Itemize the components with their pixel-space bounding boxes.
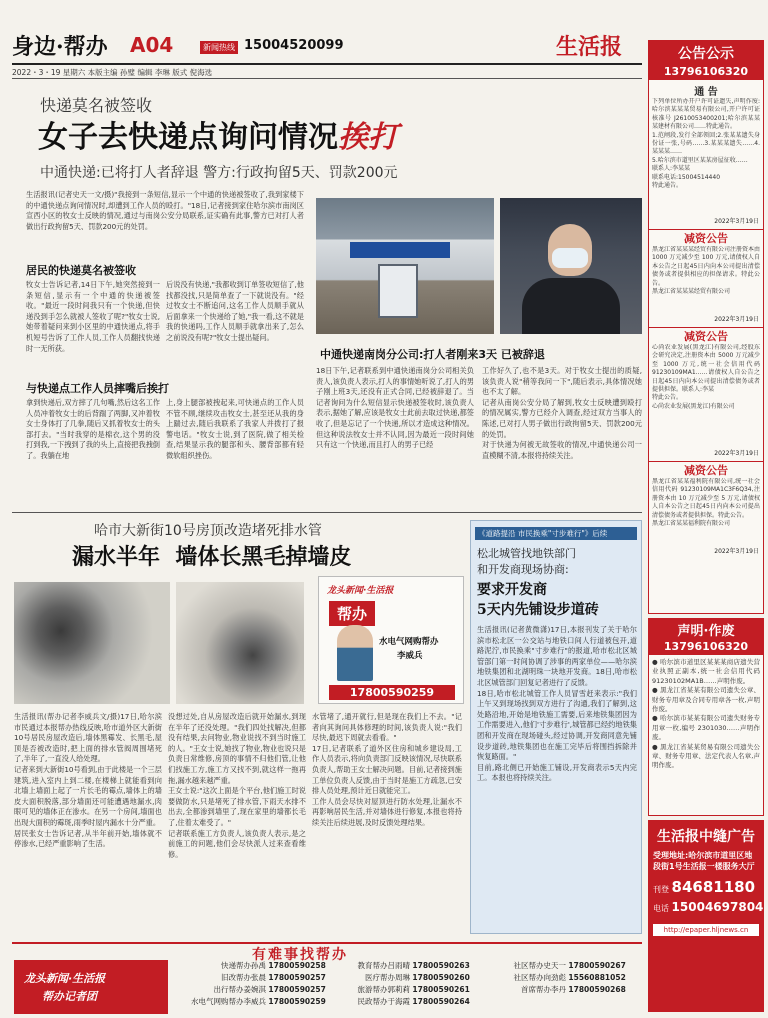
contact-item — [490, 960, 642, 972]
story1-col3: 拿到快递后,双方摔了几句嘴,然后这名工作人员冲着牧女士的后背踹了两脚,又冲着牧女士身体打了几拳,随后又抓着牧女士的头部打去。"当时我穿的是棉衣,这个男的没打到我,一下拽到了我的头上,直接把我拽倒了。我躺在地 — [26, 398, 160, 460]
ad-website[interactable]: http://epaper.hljnews.cn — [653, 924, 759, 936]
story2-col2: 没想过处,自从房屋改造后就开始漏水,到现在半年了还没处理。"我们四处找解决,但都没有结果,去问物业,物业说找不到当时施工的人。"王女士说,她找了物业,物业也说只是负责日常维修,房顶的事情不归他们管,让他们找施工方,施工方又找不到,就这样一拖再拖,漏水越来越严重。 王女士说:"这次上面是个平台,他们施工时说要做防水,只是堵死了排水管,下雨天水排不出去,全都渗到墙里了,现在家里的墙都长毛了,住着太难受了。" 记者联系施工方负责人,该负责人表示,是之前施工的问题,他们会尽快派人过来查看维修。 — [168, 712, 306, 859]
help-card-sub: 水电气网购帮办 — [379, 637, 439, 647]
contact-label: 民政帮办于海霞 — [357, 997, 410, 1006]
notice5-phone: 13796106320 — [649, 640, 763, 655]
contact-item — [334, 960, 486, 972]
notice2-date: 2022年3月19日 — [714, 316, 759, 323]
contact-phone: 17800590267 — [568, 961, 626, 970]
story1-kicker: 快递莫名被签收 — [40, 96, 153, 115]
contact-label: 首席帮办李丹 — [521, 985, 566, 994]
contact-phone: 17800590258 — [268, 961, 326, 970]
footer-logo-line2: 帮办记者团 — [42, 990, 97, 1003]
section-title: 身边·帮办 — [12, 34, 108, 60]
notice5-title: 声明·作废 — [649, 619, 763, 640]
contact-item — [174, 984, 330, 996]
contact-phone: 17800590260 — [412, 973, 470, 982]
contact-label: 社区帮办史天一 — [513, 961, 566, 970]
contact-label: 快递帮办孙禹 — [221, 961, 266, 970]
help-card-name: 李威兵 — [397, 651, 423, 661]
story2-headline: 漏水半年 墙体长黑毛掉墙皮 — [72, 544, 352, 570]
story3-headline2: 5天内先铺设步道砖 — [477, 602, 599, 618]
notice3-title: 减资公告 — [649, 327, 763, 344]
storefront-door — [378, 264, 418, 318]
header-rule-thin — [12, 78, 642, 79]
contact-label: 出行帮办姜婉淇 — [213, 985, 266, 994]
sidebar-notices — [648, 40, 764, 614]
contact-label: 社区帮办向劲彪 — [513, 973, 566, 982]
contact-phone: 17800590264 — [412, 997, 470, 1006]
story1-headline-accent: 挨打 — [338, 120, 398, 155]
story1-lead: 生活报讯(记者史天一文/摄)"我接到一条短信,显示一个中通的快递被签收了,我到家楼下的中通快递点询问情况时,却遭到工作人员的殴打。"18日,记者接到家住哈尔滨市南岗区宣西小区的牧女士反映的情况,通过与南岗公安分局联系,证实确有此事,警方已对打人者做出行政拘留5天、罚款200元的处罚。 — [26, 190, 304, 231]
hotline-badge: 新闻热线 — [200, 41, 238, 54]
story2-col1: 生活报讯(帮办记者李威兵文/摄)17日,哈尔滨市民通过本报帮办热线反映,哈市道外区大新街10号居民房屋改造后,墙体黑霉发、长黑毛,屋顶是否被改造时,把上面的排水管阀周围堵死了,半年了,一直没人给处理。 记者来到大新街10号看到,由于此楼是一个三层建筑,进入室内上到二楼,在楼梯上就能看到向北墙上墙面上起了一片长毛的霉点,墙体上的墙皮大面积脱落,部分墙面还可能遭遇地漏水,肉眼可见的墙体正在渗水。在另一个房间,墙面也出现大面积的霉斑,雨季时屋内漏水十分严重。 居民张女士告诉记者,从半年前开始,墙体就不停渗水,已经严重影响了生活。 — [14, 712, 162, 849]
contact-item — [334, 984, 486, 996]
story3-headline1: 要求开发商 — [477, 582, 547, 598]
express-station-photo — [316, 198, 494, 334]
footer-logo-line1: 龙头新闻·生活报 — [24, 972, 106, 985]
notice4-date: 2022年3月19日 — [714, 548, 759, 555]
contact-col-2 — [334, 960, 486, 1008]
hotline-number: 15004520099 — [244, 38, 344, 53]
contact-label: 医疗帮办周琳 — [365, 973, 410, 982]
story1-headline — [38, 112, 398, 156]
ad-address: 受理地址:哈尔滨市道里区地段街1号生活报一楼服务大厅 — [653, 851, 755, 871]
story3-kicker: 《道路提沿 市民换乘"寸步难行"》后续 — [475, 527, 637, 540]
ad-title: 生活报中缝广告 — [657, 829, 755, 845]
face-mask — [552, 248, 588, 268]
ad-tel1-number: 84681180 — [671, 878, 756, 896]
brand-logo: 生活报 — [556, 34, 623, 60]
footer-banner: 有难事找帮办 — [252, 947, 348, 963]
contact-phone: 17800590261 — [412, 985, 470, 994]
notice3-body: 心尚农业发展(黑龙江)有限公司,经股东会研究决定,注册资本由 5000 万元减少至 1000 万元,统一社会信用代码91230109MA1……请债权人自公告之日起45日内向本公司提出清偿债务或者提供担保。联系人:李某 特此公告。 心尚农业发展(黑龙江)有限公司 — [652, 344, 760, 410]
story1-subhead-2: 与快递点工作人员摔嘴后挨打 — [26, 382, 169, 395]
story3-line1: 松北城管找地铁部门 — [477, 547, 576, 560]
sidebar-ad — [648, 820, 764, 1012]
victim-photo — [500, 198, 642, 334]
contact-item — [174, 960, 330, 972]
contact-item — [174, 996, 330, 1008]
reporter-avatar — [337, 625, 373, 681]
notice3-date: 2022年3月19日 — [714, 450, 759, 457]
story1-subhead-3: 中通快递南岗分公司:打人者刚来3天 已被辞退 — [320, 348, 545, 361]
story1-subhead: 中通快递:已将打人者辞退 警方:行政拘留5天、罚款200元 — [40, 165, 398, 181]
footer-logo — [14, 960, 168, 1014]
notice4-title: 减资公告 — [649, 461, 763, 478]
contact-col-1 — [174, 960, 330, 1008]
story1-col5: 18日下午,记者联系到中通快递南岗分公司相关负责人,该负责人表示,打人的事情她听说了,打人的男子刚上班3天,还没有正式合同,已经被辞退了。当记者询问为什么短信显示快递被签收时,该负责人表示,据她了解,应该是牧女士此前去取过快递,都签收了,但是忘记了一个快递,所以才造成这种情况。但这种说法牧女士并不认同,因为最近一段时间她只有这一个快递,而且打人的男子已经 — [316, 366, 474, 450]
date-line: 2022・3・19 星期六 本版主编 孙璧 编辑 李琳 版式 倪海选 — [12, 68, 213, 77]
help-card-top: 龙头新闻·生活报 — [327, 586, 394, 596]
contact-phone: 15560881052 — [568, 973, 626, 982]
story2-col3: 水管堵了,通开就行,但是现在我们上不去。"记者向其询问具体修理的时间,该负责人说:"我们尽快,最迟下周就去看看。" 17日,记者联系了道外区住房和城乡建设局,工作人员表示,将向负责部门反映该情况,尽快联系负责人,帮助王女士解决问题。目前,记者接到施工单位负责人反馈,由于当时是施工方疏忽,已安排人员处理,预计近日就能完工。 工作人员会尽快对屋顶进行防水处理,让漏水不再影响居民生活,并对墙体进行修复,本报也将持续关注后续进展,及时反馈处理结果。 — [312, 712, 462, 827]
notice4-body: 黑龙江省某某福利院有限公司,统一社会信用代码 91230109MA1C3F6Q34,注册资本由 10 万元减少至 5 万元,请债权人自本公告之日起45日内向本公司提出清偿债务或者提供担保。特此公告。 黑龙江省某某福利院有限公司 — [652, 478, 760, 528]
help-card-title: 帮办 — [329, 601, 375, 626]
story3-body: 生活报讯(记者黄微潇)17日,本报刊发了关于哈尔滨市松北区一公交站与地铁口间人行道被包开,道路泥泞,市民换乘"寸步难行"的报道,哈市松北区城管部门第一时间协调了涉事的两家单位——哈尔滨地铁集团和北湖明珠一块地开发商。18日,哈市松北区城管部门回复记者进行了反馈。 18日,哈市松北城管工作人员冒雪赶来表示:"我们上午又到现场找到双方进行了沟通,我们了解到,这处路沿地,开始是地铁施工需要,后来地铁集团因为工作需要进入,他们'寸步难行',城管都已经约地铁集团和开发商在现场碰头,经过协调,开发商同意先铺设步道砖,地铁集团也在施工完毕后将围挡拆除并恢复路面。" 目前,路北侧已开始施工铺设,开发商表示5天内完工。本报也将持续关注。 — [477, 625, 637, 783]
contact-phone: 17800590259 — [268, 997, 326, 1006]
contact-col-3 — [490, 960, 642, 996]
notice1-date: 2022年3月19日 — [714, 218, 759, 225]
ad-tel1 — [648, 876, 764, 898]
footer-contacts — [174, 960, 642, 1014]
storefront-sign — [350, 242, 450, 258]
story1-col6: 工作好久了,也不是3天。对于牧女士提出的质疑,该负责人说"稍等我问一下",随后表示,具体情况她也不太了解。 记者从南岗公安分局了解到,牧女士反映遭到殴打的情况属实,警方已经介入调查,经过双方当事人的陈述,已对打人男子做出行政拘留5天、罚款200元的处罚。 对于快递为何被无故签收的情况,中通快递公司一直模糊不清,本报将持续关注。 — [482, 366, 642, 460]
story1-col4: 上,身上腿部被拽起来,可快递点的工作人员不管不顾,继续攻击牧女士,甚至还从我的身上踹过去,随后我联系了我家人并拨打了报警电话。"牧女士说,到了医院,做了相关检查,结果显示我的腿部和头、腰背部都有轻微软组织挫伤。 — [166, 398, 304, 460]
story1-subhead-1: 居民的快递莫名被签收 — [26, 264, 136, 277]
contact-label: 旅游帮办郭莉莉 — [357, 985, 410, 994]
contact-phone: 17800590268 — [568, 985, 626, 994]
story1-headline-main: 女子去快递点询问情况 — [38, 120, 338, 155]
story3-line2: 和开发商现场协商: — [477, 563, 569, 576]
help-card-phone: 17800590259 — [329, 685, 455, 700]
help-card — [318, 576, 464, 704]
contact-label: 旧改帮办张晨 — [221, 973, 266, 982]
story1-col1: 牧女士告诉记者,14日下午,她突然接到一条短信,显示有一个中通的快递被签收。"最近一段时间我只有一个快递,但快递没到手怎么就被人签收了呢?"牧女士说,她带着疑问来到小区里的中通快递点,将手机短号告诉了工作人员,工作人员翻找快递时一无所获。 — [26, 280, 160, 353]
contact-phone: 17800590257 — [268, 985, 326, 994]
header-rule — [12, 63, 642, 65]
contact-item — [490, 984, 642, 996]
contact-label: 教育帮办吕雨晴 — [357, 961, 410, 970]
notice5-body: ● 哈尔滨市道里区某某某商店遗失营业执照正副本,统一社会信用代码 91230102MA1B……声明作废。 ● 黑龙江省某某有限公司遗失公章、财务专用章及合同专用章各一枚,声明作废。 ● 哈尔滨市某某有限公司遗失财务专用章一枚,编号 2301030……声明作废。 ● 黑龙江省某某贸易有限公司遗失公章、财务专用章、法定代表人名章,声明作废。 — [652, 658, 760, 770]
contact-item — [334, 972, 486, 984]
person-coat — [522, 278, 620, 334]
sidebar-statements — [648, 618, 764, 816]
notice1-body: 下列单位所办开户许可证遗失,声明作废:哈尔滨某某某贸易有限公司,开户许可证核准号 J2610053400201;哈尔滨某某某建材有限公司……特此通告。 1.范闸段,发行全部领回;2.张某某遗失身份证一张,号码……3.某某某遗失……4.某某某…… 5.哈尔滨市道里区某某房屋征收…… 联系人:李某某 联系电话:15004514440 特此通告。 — [652, 98, 760, 190]
page-number: A04 — [130, 33, 174, 57]
story2-kicker: 哈市大新街10号房顶改造堵死排水管 — [94, 523, 322, 539]
contact-phone: 17800590257 — [268, 973, 326, 982]
notice2-title: 减资公告 — [649, 229, 763, 246]
story-divider — [12, 512, 642, 513]
notice1-title: 通 告 — [694, 87, 718, 98]
story1-col2: 后说没有快递,"我都收到订单签收短信了,他找都没找,只是简单查了一下就说没有。"经过牧女士不断追问,这名工作人员顺手就从后面拿来一个快递给了她,"我一看,这不就是我的快递吗,工作人员顺手就拿出来了,怎么之前说没有呢?"牧女士提出疑问。 — [166, 280, 304, 342]
contact-item — [334, 996, 486, 1008]
moldy-wall-photo-2 — [176, 582, 304, 704]
notice2-body: 黑龙江省某某某经贸有限公司注册资本由 1000 万元减少至 100 万元,请债权人自本公告之日起45日内向本公司提出清偿债务或者提供相应的担保请求。特此公告。 黑龙江省某某某经贸有限公司 — [652, 246, 761, 296]
ad-tel2-number: 15004697804 — [671, 900, 764, 914]
sidebar-title: 公告公示 — [649, 41, 763, 65]
contact-phone: 17800590263 — [412, 961, 470, 970]
contact-item — [174, 972, 330, 984]
ad-tel1-label: 刊登 — [653, 885, 669, 894]
story3-box — [470, 520, 642, 934]
moldy-wall-photo-1 — [14, 582, 170, 704]
sidebar-phone: 13796106320 — [649, 65, 763, 80]
contact-label: 水电气网购帮办李威兵 — [191, 997, 266, 1006]
ad-tel2-label: 电话 — [653, 904, 669, 913]
contact-item — [490, 972, 642, 984]
ad-tel2 — [648, 898, 764, 916]
